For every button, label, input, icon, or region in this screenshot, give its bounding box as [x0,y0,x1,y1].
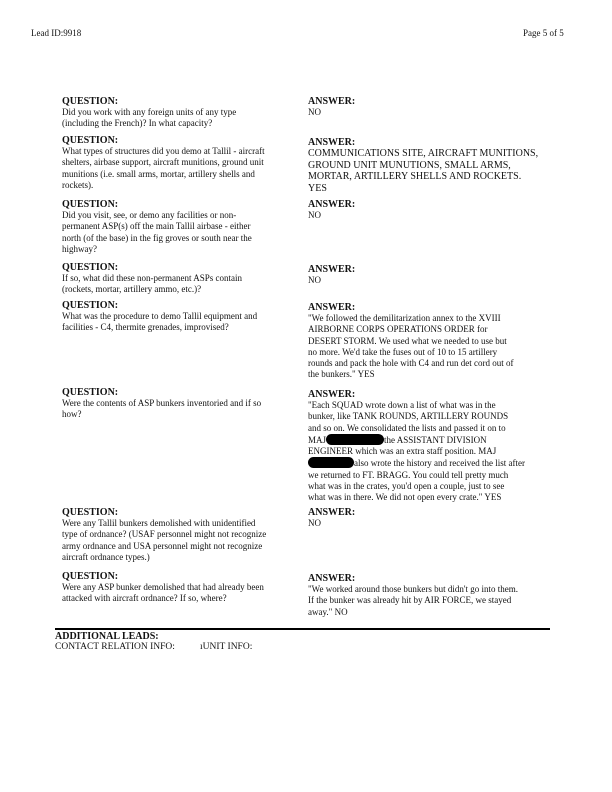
answer-text: "We worked around those bunkers but didn't go into them. If the bunker was already hit by AIR FORCE, we stayed away." NO [308,584,519,617]
answer-text: "Each SQUAD wrote down a list of what was in the bunker, like TANK ROUNDS, ARTILLERY ROUNDS and so on. We consolidated the lists and passed it on to MAJ the ASSISTANT DIVISION ENGINEER which was an extra staff position. MAJ also wrote the history and received the list after we returned to FT. BRAGG. You could tell pretty much what was in the crates, you'd open a couple, just to see what was in there. We did not open every crate." YES [308,400,525,503]
answer-label: ANSWER: [308,302,356,313]
answer-label: ANSWER: [308,137,356,148]
question-label: QUESTION: [62,199,119,210]
answer-text: COMMUNICATIONS SITE, AIRCRAFT MUNITIONS, GROUND UNIT MUNUTIONS, SMALL ARMS, MORTAR, ARTILLERY SHELLS AND ROCKETS. YES [308,148,539,194]
answer-block [308,199,548,221]
question-text: Did you work with any foreign units of any type (including the French)? In what capacity? [62,107,237,129]
answer-block [308,573,548,618]
question-block [62,199,287,255]
page-number: Page 5 of 5 [523,28,564,38]
question-label: QUESTION: [62,300,119,311]
answer-block [308,96,548,118]
question-text: Did you visit, see, or demo any facilities or non- permanent ASP(s) off the main Tallil airbase - either north (of the base) in the fig groves or south near the highway? [62,210,252,254]
answer-text: "We followed the demilitarization annex to the XVIII AIRBORNE CORPS OPERATIONS ORDER for DESERT STORM. We used what we needed to use but no more. We'd take the fuses out of 10 to 15 artillery rounds and pack the hole with C4 and run det cord out of the bunkers." YES [308,313,514,380]
question-block [62,96,287,130]
question-text: Were the contents of ASP bunkers inventoried and if so how? [62,398,262,420]
question-text: If so, what did these non-permanent ASPs contain (rockets, mortar, artillery ammo, etc.)? [62,273,242,295]
answer-text: NO [308,210,321,220]
additional-leads-heading: ADDITIONAL LEADS: [55,631,159,642]
question-text: What was the procedure to demo Tallil equipment and facilities - C4, thermite grenades, improvised? [62,311,258,333]
question-block [62,135,287,191]
question-block [62,571,287,605]
answer-block [308,264,548,286]
answer-text: NO [308,518,321,528]
section-divider [55,628,550,630]
answer-label: ANSWER: [308,573,356,584]
question-block [62,300,287,334]
contact-relation-label: CONTACT RELATION INFO: [55,642,175,652]
question-block [62,507,287,563]
question-text: Were any Tallil bunkers demolished with unidentified type of ordnance? (USAF personnel might not recognize army ordnance and USA personnel might not recognize aircraft ordnance types.) [62,518,267,562]
question-label: QUESTION: [62,96,119,107]
answer-block [308,137,548,194]
question-block [62,262,287,296]
redaction-mark [326,434,384,445]
answer-label: ANSWER: [308,199,356,210]
question-label: QUESTION: [62,507,119,518]
answer-label: ANSWER: [308,96,356,107]
answer-text: NO [308,107,321,117]
question-text: What types of structures did you demo at Tallil - aircraft shelters, airbase support, aircraft munitions, ground unit munitions (i.e. small arms, mortar, artillery shells and rockets). [62,146,265,190]
answer-text: NO [308,275,321,285]
answer-label: ANSWER: [308,264,356,275]
lead-id: Lead ID:9918 [31,28,82,38]
answer-label: ANSWER: [308,389,356,400]
answer-block [308,302,548,381]
question-label: QUESTION: [62,262,119,273]
answer-block [308,507,548,529]
answer-label: ANSWER: [308,507,356,518]
answer-block [308,389,548,504]
unit-info-label: ıUNIT INFO: [200,642,253,652]
question-label: QUESTION: [62,571,119,582]
question-label: QUESTION: [62,135,119,146]
redaction-mark [308,457,354,468]
question-label: QUESTION: [62,387,119,398]
question-block [62,387,287,421]
question-text: Were any ASP bunker demolished that had already been attacked with aircraft ordnance? If so, where? [62,582,264,604]
